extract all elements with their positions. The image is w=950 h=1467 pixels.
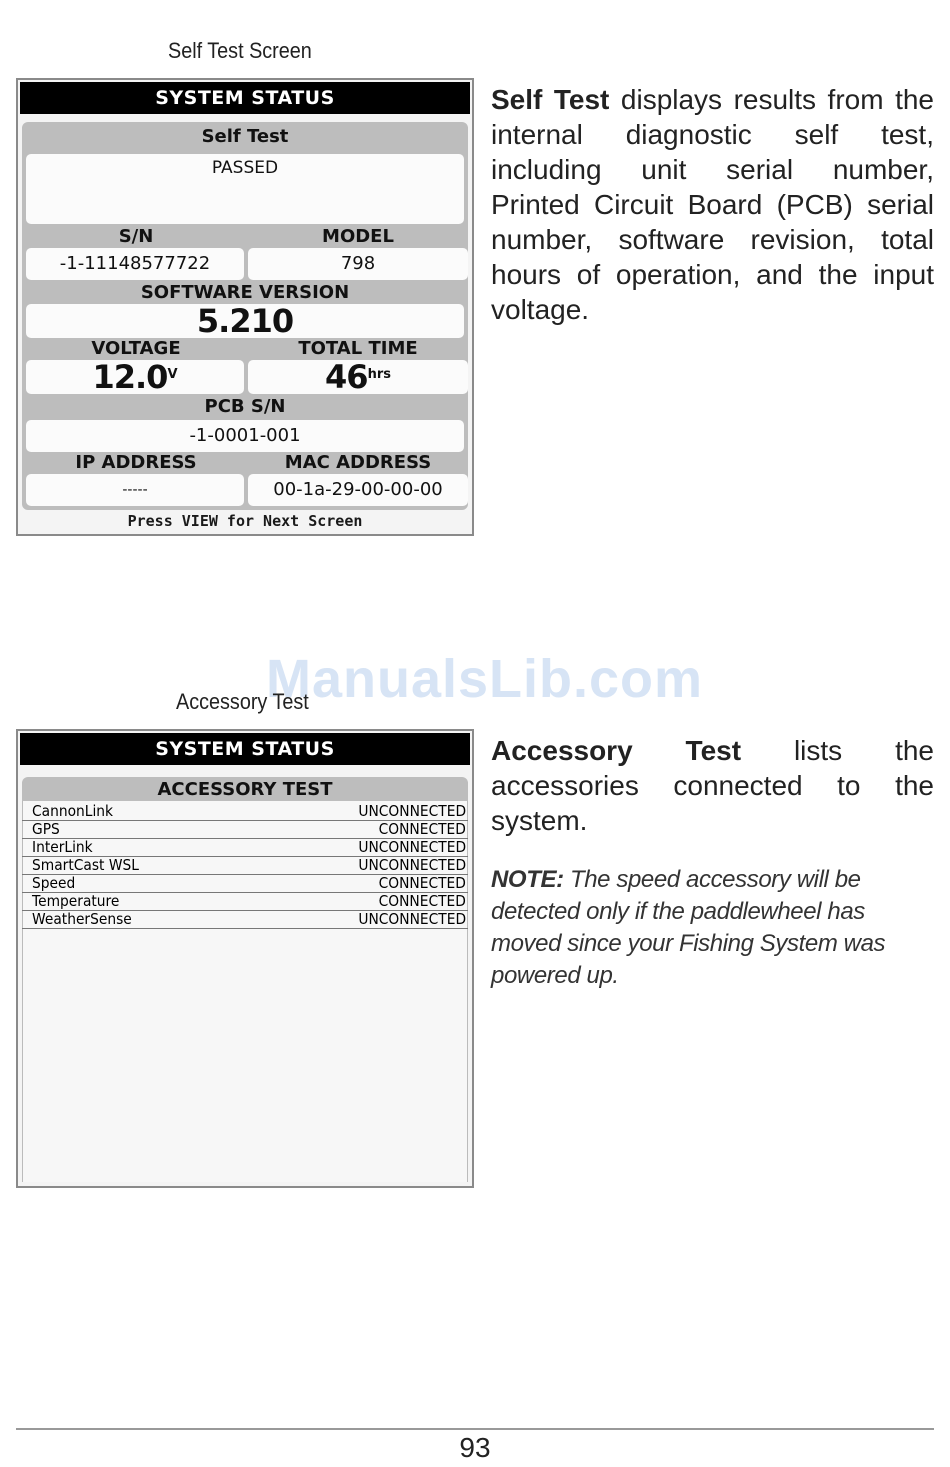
- accessory-test-desc: lists the accessories connected to the system.: [491, 735, 935, 836]
- pcb-label: PCB S/N: [204, 396, 286, 417]
- pcb-value: -1-0001-001: [26, 420, 464, 452]
- page-number: 93: [459, 1432, 491, 1463]
- accessory-status: UNCONNECTED: [358, 856, 466, 874]
- accessory-test-description: [491, 733, 934, 838]
- total-time-number: 46: [325, 358, 368, 396]
- result-field: PASSED: [26, 154, 464, 224]
- accessory-row: [22, 875, 468, 893]
- ip-label: IP ADDRESS: [75, 452, 197, 473]
- accessory-row: [22, 821, 468, 839]
- self-test-screen: [16, 78, 474, 536]
- voltage-value: [26, 360, 244, 394]
- sn-value: -1-11148577722: [26, 248, 244, 280]
- accessory-status: UNCONNECTED: [358, 838, 466, 856]
- accessory-name: Temperature: [32, 892, 120, 910]
- accessory-note: [491, 864, 921, 992]
- accessory-status: UNCONNECTED: [358, 802, 466, 820]
- accessory-name: GPS: [32, 820, 60, 838]
- software-value: 5.210: [26, 304, 464, 338]
- voltage-unit: V: [167, 367, 178, 382]
- accessory-name: SmartCast WSL: [32, 856, 139, 874]
- note-text: The speed accessory will be detected only if the paddlewheel has moved since your Fishing System was powered up.: [491, 866, 886, 989]
- panel-title: Self Test: [201, 126, 289, 147]
- footer-hint: Press VIEW for Next Screen: [127, 512, 363, 530]
- mac-label: MAC ADDRESS: [284, 452, 432, 473]
- accessory-test-screen: [16, 729, 474, 1188]
- voltage-label: VOLTAGE: [91, 338, 181, 359]
- accessory-row: [22, 911, 468, 929]
- ip-value: -----: [26, 474, 244, 506]
- accessory-row: [22, 857, 468, 875]
- accessory-row: [22, 839, 468, 857]
- mac-value: 00-1a-29-00-00-00: [248, 474, 468, 506]
- accessory-test-caption: Accessory Test: [176, 689, 309, 714]
- self-test-desc: displays results from the internal diagnostic self test, including unit serial number, Printed Circuit Board (PCB) serial number, software revision, total hours of operation, and the input voltage.: [491, 84, 935, 325]
- footer-rule: [16, 1428, 934, 1430]
- self-test-description: [491, 82, 934, 327]
- accessory-name: WeatherSense: [32, 910, 132, 928]
- accessory-status: CONNECTED: [378, 820, 466, 838]
- accessory-name: Speed: [32, 874, 76, 892]
- accessory-name: InterLink: [32, 838, 93, 856]
- accessory-status: UNCONNECTED: [358, 910, 466, 928]
- software-label: SOFTWARE VERSION: [140, 282, 350, 303]
- accessory-status: CONNECTED: [378, 874, 466, 892]
- accessory-row: [22, 893, 468, 911]
- total-time-label: TOTAL TIME: [298, 338, 418, 359]
- total-time-unit: hrs: [367, 367, 391, 382]
- accessory-name: CannonLink: [32, 802, 114, 820]
- self-test-caption: Self Test Screen: [168, 38, 312, 63]
- total-time-value: [248, 360, 468, 394]
- model-label: MODEL: [322, 226, 394, 247]
- note-label: NOTE:: [491, 866, 564, 893]
- watermark: ManualsLib.com: [266, 649, 704, 709]
- voltage-number: 12.0: [92, 358, 168, 396]
- accessory-panel-title: ACCESSORY TEST: [157, 779, 333, 800]
- self-test-term: Self Test: [491, 84, 610, 115]
- accessory-panel: [22, 777, 468, 801]
- accessory-test-term: Accessory Test: [491, 735, 742, 766]
- screen-title: SYSTEM STATUS: [20, 733, 470, 765]
- accessory-status: CONNECTED: [378, 892, 466, 910]
- accessory-row: [22, 803, 468, 821]
- screen-title: SYSTEM STATUS: [20, 82, 470, 114]
- self-test-panel: [22, 122, 468, 510]
- sn-label: S/N: [118, 226, 154, 247]
- model-value: 798: [248, 248, 468, 280]
